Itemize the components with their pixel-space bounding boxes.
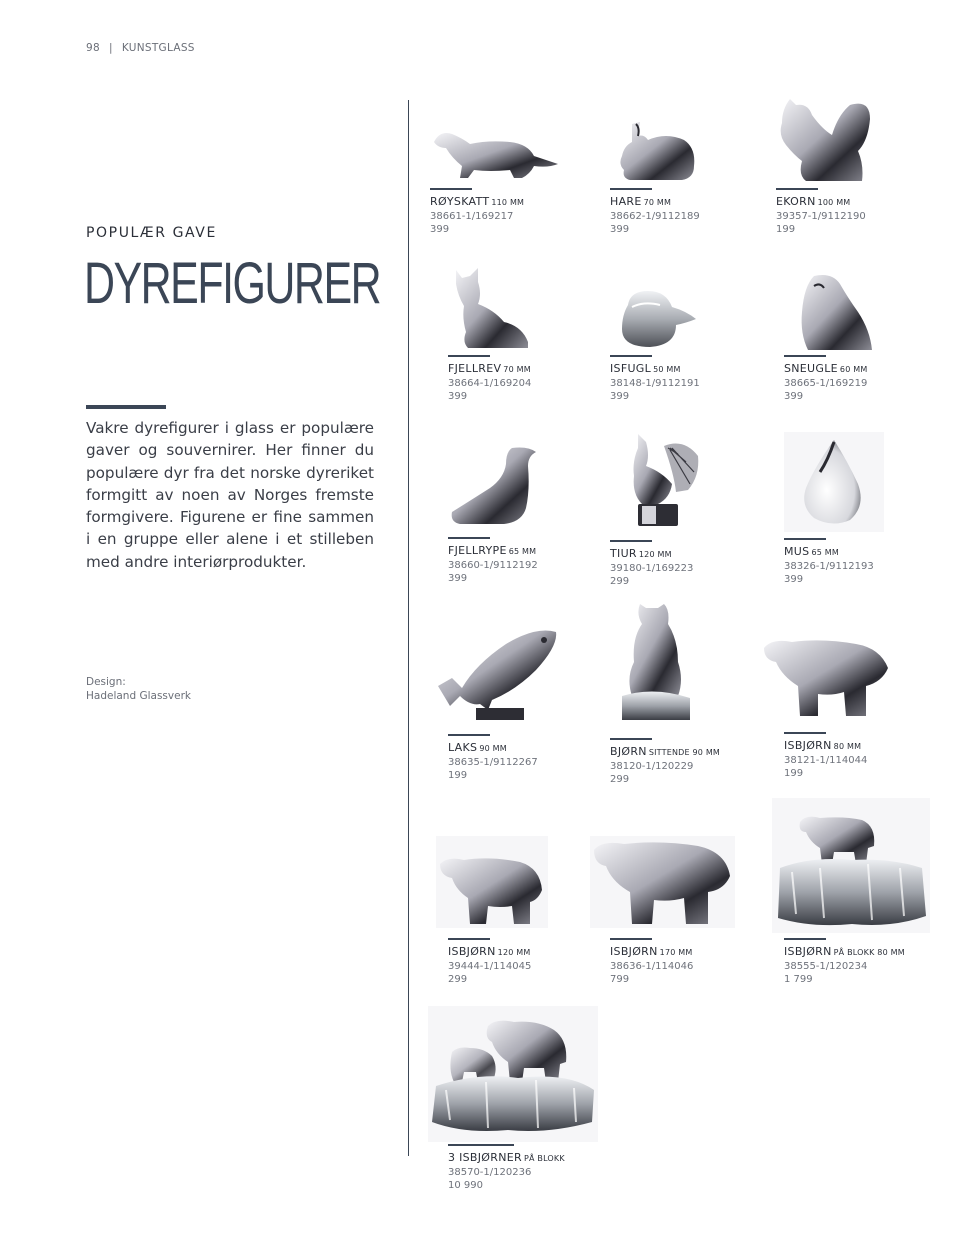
design-value: Hadeland Glassverk xyxy=(86,689,191,702)
product-code: 38660-1/9112192 xyxy=(448,559,538,571)
caption-rule xyxy=(784,732,826,734)
product-price: 799 xyxy=(610,974,630,985)
product-price: 199 xyxy=(776,224,796,235)
title-rule xyxy=(86,405,166,409)
product-size: 100 MM xyxy=(817,198,851,207)
product-price: 399 xyxy=(784,574,804,585)
product-code: 39180-1/169223 xyxy=(610,562,694,574)
salmon-image xyxy=(436,624,561,724)
product-name: BJØRN xyxy=(610,745,647,758)
caption-rule xyxy=(776,188,818,190)
product-size: 120 MM xyxy=(497,948,531,957)
caption-rule xyxy=(784,538,826,540)
page-number: 98 xyxy=(86,42,100,54)
design-label: Design: xyxy=(86,676,126,688)
fox-image xyxy=(448,266,533,351)
product-price: 299 xyxy=(610,774,630,785)
caption-rule xyxy=(448,537,490,539)
product-name: TIUR xyxy=(610,547,637,560)
caption-rule xyxy=(610,188,652,190)
product-caption xyxy=(448,938,628,987)
caption-rule xyxy=(448,1144,514,1146)
product-name: EKORN xyxy=(776,195,816,208)
product-size: 80 MM xyxy=(833,742,862,751)
mouse-image xyxy=(784,432,884,532)
product-caption xyxy=(430,188,610,237)
caption-rule xyxy=(610,355,652,357)
product-price: 399 xyxy=(784,391,804,402)
product-price: 399 xyxy=(430,224,450,235)
sitting-bear-image xyxy=(618,600,693,722)
product-code: 38120-1/120229 xyxy=(610,760,694,772)
product-code: 38326-1/9112193 xyxy=(784,560,874,572)
product-name: ISBJØRN xyxy=(784,945,832,958)
product-size: 50 MM xyxy=(653,365,681,374)
product-name: FJELLREV xyxy=(448,362,502,375)
product-code: 38635-1/9112267 xyxy=(448,756,538,768)
three-bears-on-block-image xyxy=(428,1006,598,1142)
product-size: SITTENDE 90 MM xyxy=(648,748,721,757)
product-code: 38636-1/114046 xyxy=(610,960,694,972)
product-code: 38665-1/169219 xyxy=(784,377,868,389)
product-size: 65 MM xyxy=(811,548,839,557)
product-price: 399 xyxy=(610,391,630,402)
caption-rule xyxy=(784,938,826,940)
caption-rule xyxy=(610,540,652,542)
product-price: 299 xyxy=(448,974,468,985)
polar-bear-image xyxy=(436,836,548,928)
product-size: 70 MM xyxy=(643,198,672,207)
caption-rule xyxy=(610,738,652,740)
product-code: 39357-1/9112190 xyxy=(776,210,866,222)
product-code: 39444-1/114045 xyxy=(448,960,532,972)
bear-on-block-image xyxy=(772,798,930,933)
product-caption xyxy=(784,355,960,404)
product-caption xyxy=(784,538,960,587)
product-caption xyxy=(448,1144,628,1193)
product-caption xyxy=(784,732,960,781)
header-separator: | xyxy=(108,42,113,54)
product-size: 120 MM xyxy=(638,550,672,559)
product-price: 10 990 xyxy=(448,1180,483,1191)
product-size: 60 MM xyxy=(839,365,868,374)
product-name: HARE xyxy=(610,195,642,208)
product-caption xyxy=(610,540,790,589)
product-name: RØYSKATT xyxy=(430,195,490,208)
caption-rule xyxy=(430,188,472,190)
product-size: 170 MM xyxy=(659,948,693,957)
design-credit xyxy=(86,676,191,703)
kicker: POPULÆR GAVE xyxy=(86,225,217,241)
product-name: LAKS xyxy=(448,741,478,754)
product-code: 38121-1/114044 xyxy=(784,754,868,766)
product-price: 199 xyxy=(448,770,468,781)
product-name: ISFUGL xyxy=(610,362,652,375)
product-size: 65 MM xyxy=(508,547,537,556)
product-size: PÅ BLOKK xyxy=(523,1154,565,1163)
product-code: 38662-1/9112189 xyxy=(610,210,700,222)
page-title: DYREFIGURER xyxy=(84,251,381,316)
product-caption xyxy=(610,738,790,787)
grouse-image xyxy=(628,432,703,532)
product-size: 90 MM xyxy=(479,744,507,753)
ermine-image xyxy=(430,120,560,185)
polar-bear-image xyxy=(590,836,735,928)
product-name: MUS xyxy=(784,545,810,558)
caption-rule xyxy=(448,938,490,940)
product-caption xyxy=(448,537,628,586)
product-caption xyxy=(448,734,628,783)
product-caption xyxy=(776,188,956,237)
product-code: 38148-1/9112191 xyxy=(610,377,700,389)
product-caption xyxy=(610,355,790,404)
product-caption xyxy=(610,188,790,237)
product-size: 70 MM xyxy=(503,365,531,374)
squirrel-image xyxy=(776,95,876,185)
product-code: 38555-1/120234 xyxy=(784,960,868,972)
product-price: 299 xyxy=(610,576,630,587)
product-name: 3 ISBJØRNER xyxy=(448,1151,522,1164)
section-name: KUNSTGLASS xyxy=(121,42,195,54)
product-price: 199 xyxy=(784,768,804,779)
caption-rule xyxy=(784,355,826,357)
intro-text: Vakre dyrefigurer i glass er populære gaver og souvernirer. Her finner du populære dyr fra det norske dyreriket formgitt av noen av Norges fremste formgivere. Figurene er fine sammen i en gruppe eller alene i et stilleben med andre interiørprodukter. xyxy=(86,419,374,571)
product-size: 110 MM xyxy=(491,198,525,207)
product-code: 38570-1/120236 xyxy=(448,1166,532,1178)
page-header xyxy=(86,42,195,54)
product-price: 399 xyxy=(448,391,468,402)
product-price: 399 xyxy=(448,573,468,584)
product-name: ISBJØRN xyxy=(610,945,658,958)
product-name: SNEUGLE xyxy=(784,362,838,375)
product-name: ISBJØRN xyxy=(448,945,496,958)
product-code: 38661-1/169217 xyxy=(430,210,514,222)
product-code: 38664-1/169204 xyxy=(448,377,532,389)
product-caption xyxy=(448,355,628,404)
caption-rule xyxy=(610,938,652,940)
product-price: 399 xyxy=(610,224,630,235)
ptarmigan-image xyxy=(448,444,543,529)
product-size: PÅ BLOKK 80 MM xyxy=(833,948,905,957)
column-divider xyxy=(408,100,409,1156)
caption-rule xyxy=(448,734,490,736)
caption-rule xyxy=(448,355,490,357)
product-caption xyxy=(610,938,790,987)
hare-image xyxy=(610,120,710,185)
bird-image xyxy=(610,285,700,350)
product-caption xyxy=(784,938,960,987)
owl-image xyxy=(784,272,879,352)
product-name: ISBJØRN xyxy=(784,739,832,752)
product-name: FJELLRYPE xyxy=(448,544,507,557)
polar-bear-image xyxy=(762,636,890,720)
product-price: 1 799 xyxy=(784,974,813,985)
